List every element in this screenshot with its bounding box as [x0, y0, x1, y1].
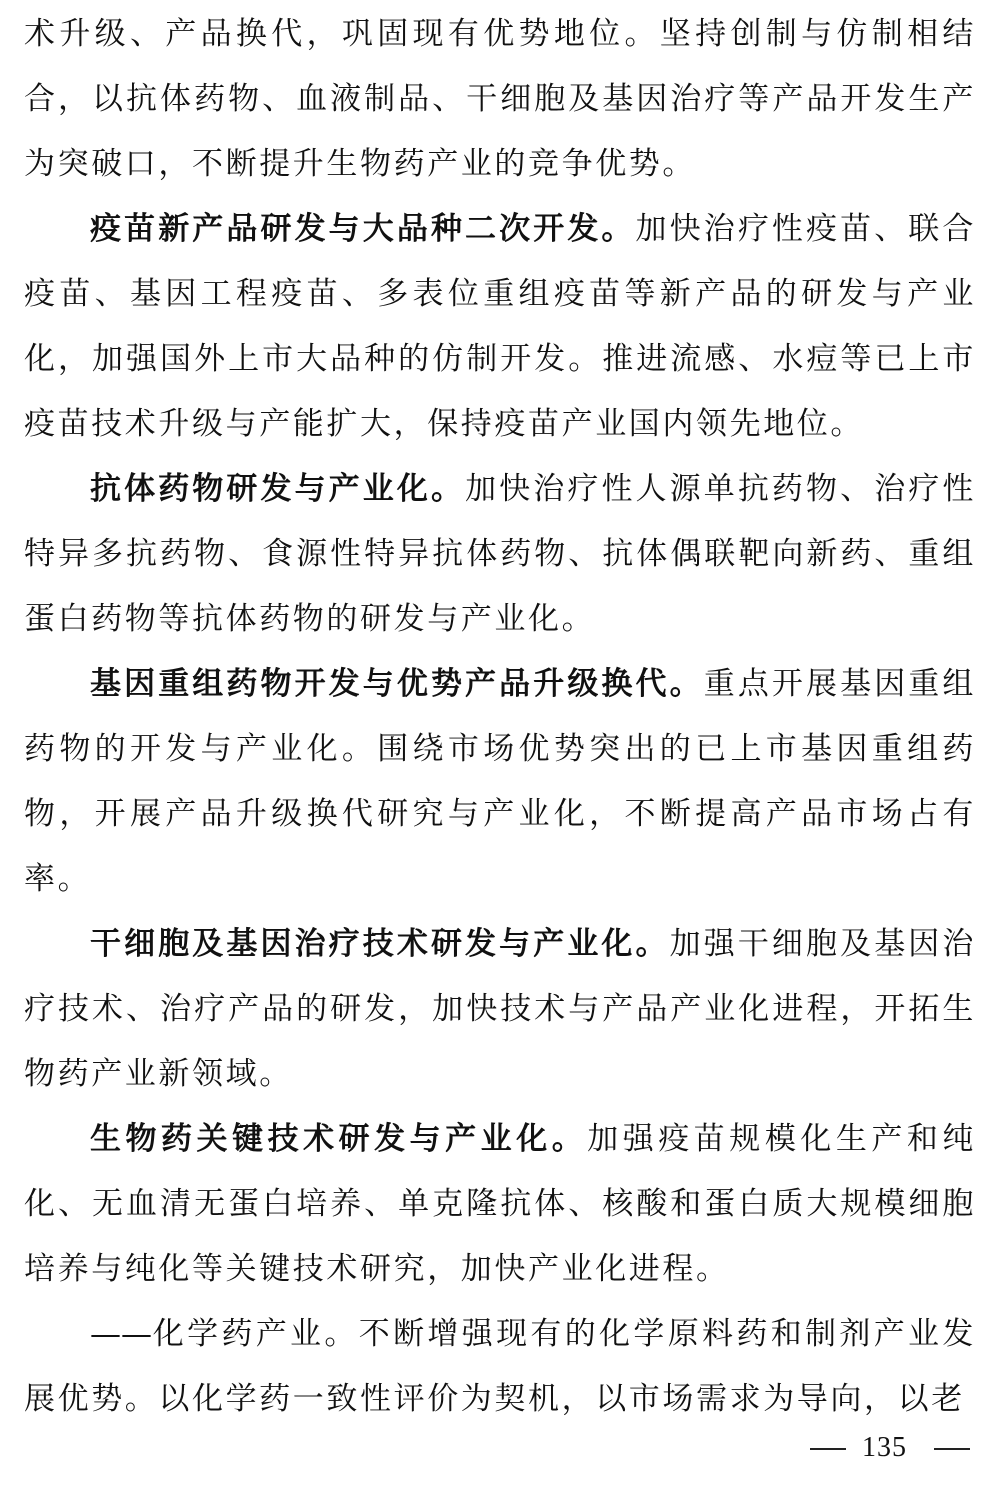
- paragraph-heading: 基因重组药物开发与优势产品升级换代。: [90, 666, 704, 702]
- paragraph-recombinant: [24, 652, 976, 912]
- paragraph-text: 不断增强现有的化学原料药和制剂产业发展优势。以化学药一致性评价为契机，以市场需求为导向，以老: [24, 1316, 976, 1417]
- paragraph-antibody: [24, 457, 976, 652]
- paragraph-heading: 疫苗新产品研发与大品种二次开发。: [90, 211, 636, 247]
- page-number: 135: [862, 1432, 907, 1463]
- footer-rule-left: [810, 1448, 846, 1450]
- paragraph-text: 加快治疗性人源单抗药物、治疗性特异多抗药物、食源性特异抗体药物、抗体偶联靶向新药、重组蛋白药物等抗体药物的研发与产业化。: [24, 471, 976, 637]
- document-page: [24, 2, 976, 1432]
- paragraph-text: 加强干细胞及基因治疗技术、治疗产品的研发，加快技术与产品产业化进程，开拓生物药产业新领域。: [24, 926, 976, 1092]
- paragraph-text: 术升级、产品换代，巩固现有优势地位。坚持创制与仿制相结合，以抗体药物、血液制品、干细胞及基因治疗等产品开发生产为突破口，不断提升生物药产业的竞争优势。: [24, 16, 976, 182]
- paragraph-text: 加快治疗性疫苗、联合疫苗、基因工程疫苗、多表位重组疫苗等新产品的研发与产业化，加强国外上市大品种的仿制开发。推进流感、水痘等已上市疫苗技术升级与产能扩大，保持疫苗产业国内领先地位。: [24, 211, 976, 442]
- paragraph-heading: 抗体药物研发与产业化。: [90, 471, 466, 507]
- paragraph-text: 重点开展基因重组药物的开发与产业化。围绕市场优势突出的已上市基因重组药物，开展产品升级换代研究与产业化，不断提高产品市场占有率。: [24, 666, 976, 897]
- paragraph-continuation: [24, 2, 976, 197]
- paragraph-heading: 生物药关键技术研发与产业化。: [90, 1121, 588, 1157]
- page-footer: [810, 1428, 980, 1468]
- paragraph-vaccine: [24, 197, 976, 457]
- paragraph-stem-cell: [24, 912, 976, 1107]
- paragraph-key-tech: [24, 1107, 976, 1302]
- paragraph-text: 加强疫苗规模化生产和纯化、无血清无蛋白培养、单克隆抗体、核酸和蛋白质大规模细胞培养与纯化等关键技术研究，加快产业化进程。: [24, 1121, 976, 1287]
- footer-rule-right: [934, 1448, 970, 1450]
- paragraph-chemical: [24, 1302, 976, 1432]
- paragraph-heading: 化学药产业。: [152, 1316, 359, 1352]
- paragraph-heading: 干细胞及基因治疗技术研发与产业化。: [90, 926, 670, 962]
- em-dash: ——: [90, 1316, 152, 1352]
